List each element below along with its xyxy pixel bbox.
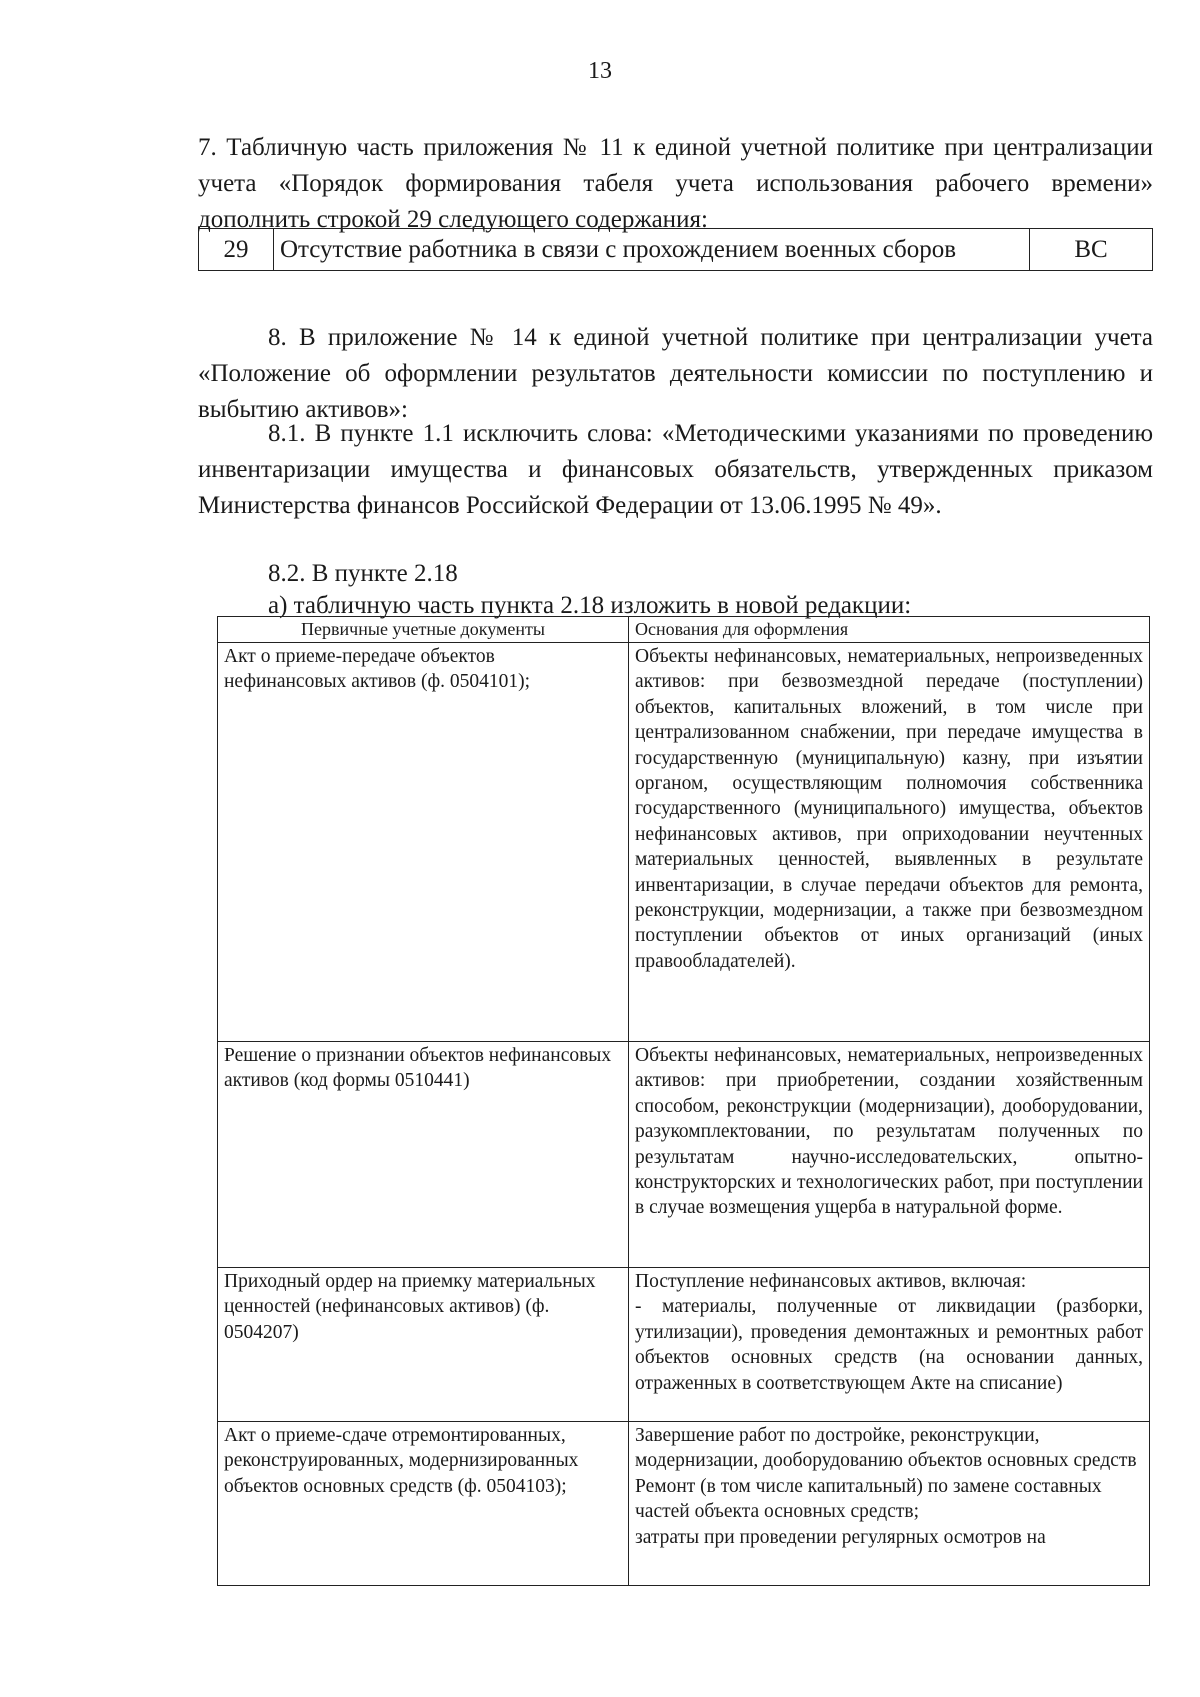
table-row (218, 1422, 1150, 1586)
document-cell: Решение о признании объектов нефинансовых активов (код формы 0510441) (218, 1042, 629, 1268)
table-row (199, 229, 1153, 271)
document-cell: Акт о приеме-сдаче отремонтированных, реконструированных, модернизированных объектов основных средств (ф. 0504103); (218, 1422, 629, 1586)
table-row (218, 1042, 1150, 1268)
paragraph-7: 7. Табличную часть приложения № 11 к единой учетной политике при централизации учета «Порядок формирования табеля учета использования рабочего времени» дополнить строкой 29 следующего содержания: (198, 134, 1153, 233)
basis-line: Завершение работ по достройке, реконструкции, модернизации, дооборудованию объектов основных средств (635, 1425, 1137, 1472)
paragraph-8-1: 8.1. В пункте 1.1 исключить слова: «Методическими указаниями по проведению инвентаризации имущества и финансовых обязательств, утвержденных приказом Министерства финансов Российской Федерации от 13.06.1995 № 49». (198, 420, 1153, 519)
table-row (218, 1268, 1150, 1422)
basis-line: Поступление нефинансовых активов, включая: (635, 1271, 1027, 1292)
row-number: 29 (199, 229, 274, 271)
basis-line: - материалы, полученные от ликвидации (разборки, утилизации), проведения демонтажных и ремонтных работ объектов основных средств (на основании данных, отраженных в соответствующем Акте на списание) (635, 1296, 1143, 1394)
document-cell: Приходный ордер на приемку материальных ценностей (нефинансовых активов) (ф. 0504207) (218, 1268, 629, 1422)
timesheet-code-table (198, 228, 1153, 271)
basis-cell: Объекты нефинансовых, нематериальных, непроизведенных активов: при приобретении, создании хозяйственным способом, реконструкции (модернизации), дооборудовании, разукомплектовании, по результатам полученных по результатам научно-исследовательских, опытно-конструкторских и технологических работ, при поступлении в случае возмещения ущерба в натуральной форме. (629, 1042, 1150, 1268)
basis-line: Ремонт (в том числе капитальный) по замене составных частей объекта основных средств; (635, 1475, 1102, 1523)
column-header-basis: Основания для оформления (629, 617, 1150, 643)
basis-line: затраты при проведении регулярных осмотров на (635, 1526, 1046, 1548)
paragraph-a: а) табличную часть пункта 2.18 изложить в новой редакции: (268, 592, 912, 619)
primary-documents-table (217, 616, 1150, 1586)
page-number: 13 (588, 58, 612, 84)
basis-cell: Объекты нефинансовых, нематериальных, непроизведенных активов: при безвозмездной передаче (поступлении) объектов, капитальных вложений, в том числе при централизованном снабжении, при передаче имущества в государственную (муниципальную) казну, при изъятии органом, осуществляющим полномочия собственника государственного (муниципального) имущества, объектов нефинансовых активов, при оприходовании неучтенных материальных ценностей, выявленных в результате инвентаризации, в случае передачи объектов для ремонта, реконструкции, модернизации, а также при безвозмездном поступлении объектов от иных организаций (иных правообладателей). (629, 643, 1150, 1042)
basis-cell (629, 1422, 1150, 1586)
paragraph-8-2: 8.2. В пункте 2.18 (268, 560, 458, 587)
document-cell: Акт о приеме-передаче объектов нефинансовых активов (ф. 0504101); (218, 643, 629, 1042)
column-header-documents: Первичные учетные документы (218, 617, 629, 643)
table-header-row (218, 617, 1150, 643)
row-code: ВС (1030, 229, 1153, 271)
row-description: Отсутствие работника в связи с прохождением военных сборов (274, 229, 1030, 271)
table-row (218, 643, 1150, 1042)
paragraph-8: 8. В приложение № 14 к единой учетной политике при централизации учета «Положение об оформлении результатов деятельности комиссии по поступлению и выбытию активов»: (198, 324, 1153, 423)
basis-cell (629, 1268, 1150, 1422)
